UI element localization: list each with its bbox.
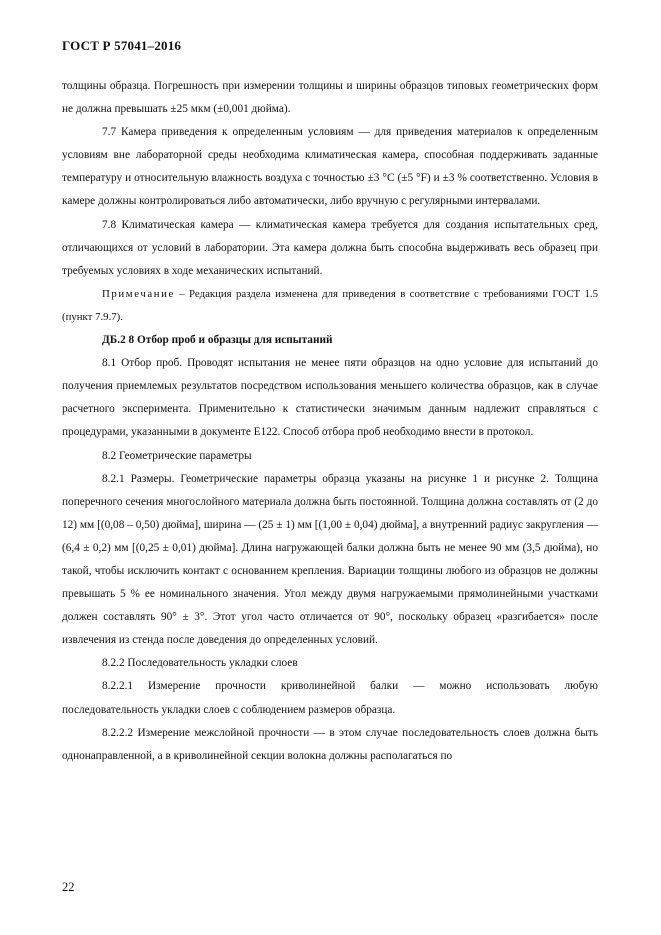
note-label: Примечание xyxy=(102,287,175,300)
paragraph-7-7: 7.7 Камера приведения к определенным условиям — для приведения материалов к определенным условиям вне лабораторной среды необходима климатическая камера, способная поддерживать заданные температуру и относительную влажность воздуха с точностью ±3 °С (±5 °F) и ±3 % соответственно. Условия в камере должны контролироваться либо автоматически, либо вручную с регулярными интервалами. xyxy=(62,126,598,208)
paragraph-8-1: 8.1 Отбор проб. Проводят испытания не менее пяти образцов на одно условие для испытаний до получения приемлемых результатов посредством использования меньшего количества образцов, как в случае расчетного эксперимента. Применительно к статистически значимым данным надлежит справляться с процедурами, указанными в документе E122. Способ отбора проб необходимо внести в протокол. xyxy=(62,357,598,439)
paragraph-8-2: 8.2 Геометрические параметры xyxy=(102,449,252,462)
paragraph-8-2-1: 8.2.1 Размеры. Геометрические параметры образца указаны на рисунке 1 и рисунке 2. Толщина поперечного сечения многослойного материала должна быть постоянной. Толщина должна составлять от (2 до 12) мм [(0,08 – 0,50) дюйма], ширина — (25 ± 1) мм [(1,00 ± 0,04) дюйма], а внутренний радиус закругления —(6,4 ± 0,2) мм [(0,25 ± 0,01) дюйма]. Длина нагружающей балки должна быть не менее 90 мм (3,5 дюйма), но такой, чтобы исключить контакт с основанием крепления. Вариации толщины любого из образцов не должны превышать 5 % ее номинального значения. Угол между двумя нагружаемыми прямолинейными участками должен составлять 90° ± 3°. Этот угол часто отличается от 90°, поскольку образец «разгибается» после извлечения из стенда после доведения до определенных условий. xyxy=(62,472,598,647)
document-header: ГОСТ Р 57041–2016 xyxy=(62,38,182,53)
section-heading: ДБ.2 8 Отбор проб и образцы для испытаний xyxy=(102,334,333,347)
note xyxy=(62,283,598,329)
document-body xyxy=(62,75,598,768)
note-text: – Редакция раздела изменена для приведения в соответствие с требованиями ГОСТ 1.5 (пункт 7.9.7). xyxy=(62,287,598,323)
paragraph-8-2-2: 8.2.2 Последовательность укладки слоев xyxy=(102,657,298,670)
paragraph-8-2-2-1: 8.2.2.1 Измерение прочности криволинейной балки — можно использовать любую последовательность укладки слоев с соблюдением размеров образца. xyxy=(62,680,598,716)
page-number: 22 xyxy=(62,880,75,894)
paragraph-continuation: толщины образца. Погрешность при измерении толщины и ширины образцов типовых геометрических форм не должна превышать ±25 мкм (±0,001 дюйма). xyxy=(62,80,598,116)
paragraph-8-2-2-2: 8.2.2.2 Измерение межслойной прочности — в этом случае последовательность слоев должна быть однонаправленной, а в криволинейной секции волокна должны располагаться по xyxy=(62,726,598,762)
paragraph-7-8: 7.8 Климатическая камера — климатическая камера требуется для создания испытательных сред, отличающихся от условий в лаборатории. Эта камера должна быть способна выдерживать весь образец при требуемых условиях в ходе механических испытаний. xyxy=(62,218,598,277)
